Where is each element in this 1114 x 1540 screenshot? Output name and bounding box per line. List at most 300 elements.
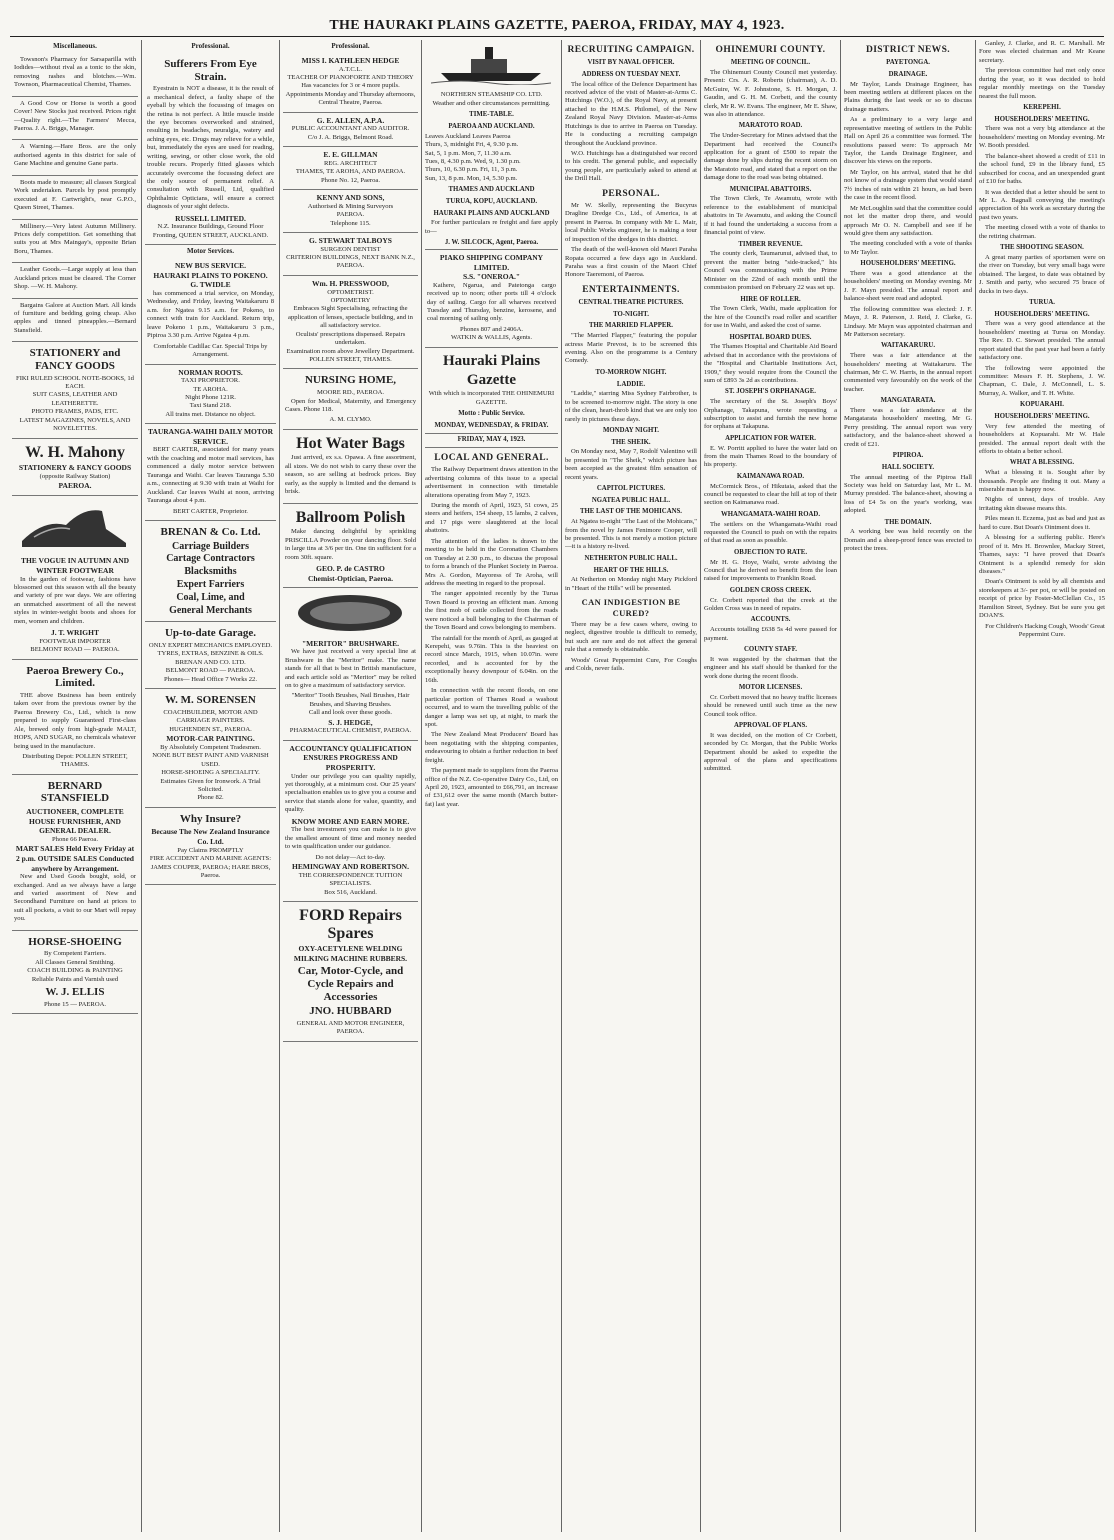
ad-name: GEO. P. de CASTRO (316, 563, 385, 573)
ad-big: Car, Motor-Cycle, and Cycle Repairs and Accessories (297, 965, 404, 1003)
ad-trade: AUCTIONEER, COMPLETE HOUSE FURNISHER, AND GENERAL DEALER. (26, 807, 124, 836)
sub-heading: HIRE OF ROLLER. (740, 295, 801, 303)
article-para: Mr McLoughlin said that the committee could not let the matter drop there, and would approach Mr O. N. Campbell and see if he would give them any satisfaction. (844, 204, 972, 237)
recruiting-heading: RECRUITING CAMPAIGN. (567, 45, 695, 55)
classified-ad (12, 97, 138, 141)
sub-heading: HOUSEHOLDERS' MEETING. (994, 413, 1090, 420)
ad-line: NONE BUT BEST PAINT AND VARNISH USED. (152, 752, 269, 768)
column-divider (141, 40, 142, 1532)
card-name: MISS I. KATHLEEN HEDGE (301, 55, 400, 65)
ad-body: Eyestrain is NOT a disease, it is the result of a mechanical defect, a faulty shape of the eyeball by which the focussing of images on the retina is not perfect. A little muscle inside the eye becomes overworked and strained, resulting in headaches, neuralgia, watery and aching eyes, etc. Drugs may relieve for a while, but, immediately the eyes are used for reading, writing, sewing, or other close work, the old trouble recurs. Properly fitted glasses which accurately overcome the focussing defect are the only source of permanent relief. A consultation with Russell, Ltd, qualified Ophthalmic Opticians, will ensure a correct diagnosis of your sight defects. (147, 85, 274, 211)
route-heading: TURUA, KOPU, AUCKLAND. (445, 198, 538, 205)
ohinemuri-heading: OHINEMURI COUNTY. (715, 45, 826, 55)
card-line: TEACHER OF PIANOFORTE AND THEORY (287, 73, 414, 81)
ad-text: Boots made to measure; all classes Surgical Work undertaken. Parcels by post promptly executed at F. Cartwright's, near G.P.O., Queen Street, Thames. (14, 178, 136, 212)
classified-ad (12, 53, 138, 97)
article-para: W.O. Hutchings has a distinguished war record to his credit. The general public, and especially young people, are particularly asked to attend at the Drill Hall. (565, 150, 697, 183)
sub-heading: DRAINAGE. (888, 70, 928, 78)
ad-name: J. T. WRIGHT (51, 628, 99, 638)
column-2 (145, 40, 276, 1532)
garage-ad (145, 622, 276, 689)
ad-title: ACCOUNTANCY QUALIFICATION ENSURES PROGRESS AND PROSPERITY. (289, 743, 412, 772)
sub-heading: WHAT A BLESSING. (1009, 459, 1075, 467)
ad-text: A Warning.—Hare Bros. are the only authorised agents in this district for sale of Gane Machine and genuine Gane parts. (14, 143, 136, 168)
article-para: In connection with the recent floods, on one particular portion of Thames Road a washout occurred, and to warn the travelling public of the danger a lamp was set up, at night, to mark the spot. (425, 687, 558, 728)
card-line: Phone No. 12, Paeroa. (321, 176, 380, 184)
card-line: Authorised & Mining Surveyors (307, 202, 394, 210)
ad-title: NURSING HOME, (304, 374, 397, 387)
ad-line: All Classes General Smithing. (35, 958, 115, 966)
ad-title: BRENAN & Co. Ltd. (160, 525, 261, 538)
shipping-note: For further particulars re freight and fare apply to— (425, 219, 558, 235)
ad-ship: S.S. "ONEROA." (462, 272, 521, 282)
article-para: The ranger appointed recently by the Turua Town Board is proving an efficient man. Among the first mob of cattle collected from the roads were noticed a bull belonging to the Chairman of the Town Board and cows belonging to members. (425, 590, 558, 632)
ad-line: Phone 82. (197, 794, 224, 802)
article-para: Cr. Corbett moved that no heavy traffic licenses should be renewed until such time as the new Council took office. (704, 693, 837, 718)
personal-heading: PERSONAL. (602, 188, 660, 199)
ad-line: Coal, Lime, and (176, 591, 245, 603)
ad-body: Kaihere, Ngarua, and Patetonga cargo received up to noon; other ports till 4 o'clock day of sailing. Cargo for all wharves received Tuesday and Thursday, benzine, kerosene, and coal morning of sailing only. (427, 281, 556, 323)
article-para: The New Zealand Meat Producers' Board has been negotiating with the shipping companies, endeavouring to obtain a further reduction in beef freight. (425, 731, 558, 764)
article-para: The Thames Hospital and Charitable Aid Board advised that in accordance with the provisions of the "Hospital and Charitable Institutions Act, 1909," they would require from the Council the sum of £893 3s 2d as contributions. (704, 343, 837, 384)
professional-card (283, 53, 418, 113)
ad-line: Taxi Stand 218. (189, 402, 232, 410)
newspaper-sub: With which is incorporated THE OHINEMURI GAZETTE. (428, 390, 555, 406)
sub-heading: APPROVAL OF PLANS. (733, 721, 808, 729)
card-name: G. E. ALLEN, A.P.A. (316, 115, 385, 125)
card-line: THAMES, TE AROHA, AND PAEROA. (295, 168, 406, 176)
column-3 (283, 40, 418, 1532)
article-para: The secretary of the St. Joseph's Boys' Orphanage, Takapuna, wrote requesting a subscription to assist and furnish the new home for orphans at Takapuna. (704, 398, 837, 431)
article-para: "The Married Flapper," featuring the popular actress Marie Prevost, is to be screened this evening. Also on the programme is a Century Comedy. (565, 332, 697, 365)
timetable (425, 133, 558, 184)
masthead: THE HAURAKI PLAINS GAZETTE, PAEROA, FRIDAY, MAY 4, 1923. (329, 18, 785, 33)
professional-card (283, 113, 418, 147)
ad-body: Open for Medical, Maternity, and Emergency Cases. Phone 118. (285, 397, 416, 413)
card-line: Has vacancies for 3 or 4 more pupils. Appointments Monday and Thursday afternoons, Central Theatre, Paeroa. (285, 82, 416, 107)
article-para: The following committee was elected: J. F. Mayn, J. R. Paterson, J. Reid, J. Clarke, G. Lindsay. Mr Mayn was appointed chairman and Mr Patterson secretary. (844, 305, 972, 339)
ad-line: BELMONT ROAD — PAEROA. (165, 667, 256, 675)
article-para: A blessing for a suffering public. Here's proof of it. Mrs H. Brownlee, Mackay Street, Thames, says: "I have proved that Doan's Ointment is a splendid remedy for skin diseases." (979, 534, 1105, 575)
recruiting-sub: VISIT BY NAVAL OFFICER. (587, 59, 675, 67)
ad-sub: STATIONERY & FANCY GOODS (18, 463, 132, 473)
ad-line: COACHBUILDER, MOTOR AND CARRIAGE PAINTERS. (163, 708, 258, 725)
card-name: Wm. H. PRESSWOOD, (312, 278, 389, 288)
professional-cards (283, 53, 418, 370)
card-line: REG. ARCHITECT (323, 159, 378, 167)
shipping-title: NORTHERN STEAMSHIP CO. LTD. (440, 91, 543, 99)
ad-name: W. J. ELLIS (45, 986, 105, 999)
column-divider (279, 40, 280, 1532)
sub-heading: GOLDEN CROSS CREEK. (729, 586, 812, 594)
ad-body: Make dancing delightful by sprinkling PRISCILLA Powder on your dancing floor. Sold in large tins at 3/6 per tin. One tin sufficient for a room 30ft. square. (285, 528, 416, 561)
ad-route: HAURAKI PLAINS TO POKENO. (153, 270, 268, 280)
newspaper-title: Hauraki Plains Gazette (442, 352, 541, 388)
local-general-heading: LOCAL AND GENERAL. (434, 453, 549, 464)
card-line: Oculists' prescriptions dispensed. Repairs undertaken. (295, 330, 406, 347)
column-4 (425, 40, 558, 1532)
article-para: The settlers on the Whangamata-Waihi road requested the Council to push on with the repairs of that road as soon as possible. (704, 520, 837, 545)
article-para: Ganley, J. Clarke, and R. C. Marshall. Mr Fore was elected chairman and Mr Keane secretary. (979, 40, 1105, 64)
card-line: PAEROA. (336, 211, 365, 219)
film-title: HEART OF THE HILLS. (593, 566, 669, 574)
sub-heading: TO-MORROW NIGHT. (595, 368, 667, 376)
ad-title: STATIONERY and FANCY GOODS (29, 347, 121, 372)
section-heading: Professional. (191, 42, 230, 50)
insurance-ad (145, 808, 276, 886)
ad-line: COACH BUILDING & PAINTING (27, 967, 123, 975)
ad-sub: KNOW MORE AND EARN MORE. (291, 816, 410, 826)
bus-ad (145, 258, 276, 364)
timetable-row: Tues, 8, 4.30 p.m. Wed, 9, 1.30 p.m. (425, 158, 521, 165)
article-para: On Monday next, May 7, Rodolf Valentino will be presented in "The Sheik," which picture has been accepted as the greatest film sensation of recent years. (565, 448, 697, 481)
ad-trade: FOOTWEAR IMPORTER (39, 637, 111, 645)
card-line: OPTOMETRIST. (327, 288, 374, 296)
article-para: Nights of unrest, days of trouble. Any irritating skin disease means this. (979, 496, 1105, 512)
ad-addr: N.Z. Insurance Buildings, Ground Floor Fronting, QUEEN STREET, AUCKLAND. (152, 223, 269, 239)
card-line: PUBLIC ACCOUNTANT AND AUDITOR. (291, 125, 410, 133)
article-para: The payment made to suppliers from the Paeroa office of the N.Z. Co-operative Dairy Co., Ltd, on April 20, 1923, amounted to £66,791, an increase of £31,612 over the same month (March butter-fat) last year. (425, 767, 558, 808)
route-heading: PAEROA AND AUCKLAND. (448, 123, 535, 130)
newspaper-motto: Motto : Public Service. (458, 410, 525, 418)
article-para: At Netherton on Monday night Mary Pickford in "Heart of the Hills" will be presented. (565, 576, 697, 592)
article-para: Doan's Ointment is sold by all chemists and storekeepers at 3/- per pot, or will be posted on receipt of price by Foster-McClellan Co., 15 Hamilton Street, Sydney. But be sure you get DOAN'S. (979, 578, 1105, 620)
film-title: THE MARRIED FLAPPER. (588, 322, 674, 330)
sub-heading: MANGATARATA. (880, 397, 936, 405)
ad-line: Call and look over these goods. (308, 709, 393, 717)
taxi-ad (145, 365, 276, 425)
ad-line: Cartage Contractors (166, 553, 255, 565)
article-para: Woods' Great Peppermint Cure, For Coughs and Colds, never fails. (565, 656, 697, 673)
sub-heading: TO-NIGHT. (613, 310, 649, 318)
ad-title: Paeroa Brewery Co., Limited. (26, 664, 124, 690)
article-para: The rainfall for the month of April, as gauged at Kerepehi, was 9.76in. This is the heaviest on record since March, 1915, when 10.07in. were recorded, and is accounted for by the exceptionally heavy downpour of 6.04in. on the 16th. (425, 634, 558, 684)
ad-tag: Do not delay—Act to-day. (315, 853, 386, 861)
sub-heading: OBJECTION TO RATE. (733, 548, 808, 556)
article-para: There was a very good attendance at the householders' meeting at Turua on Monday. The Rev. D. C. Stewart presided. The annual report stated that the past year had been a fairly satisfactory one. (979, 320, 1105, 362)
ad-firm: THE CORRESPONDENCE TUITION SPECIALISTS. (298, 871, 403, 888)
article-para: The death of the well-known old Maori Paraha Ropata occurred a few days ago in Auckland. Paraha was a first cousin of the Maori Chief Honore Taeremoni, of Paeroa. (565, 246, 697, 279)
timetable-row: Thurs, 10, 6.30 p.m. Fri, 11, 3 p.m. (425, 166, 518, 174)
ad-title: PIAKO SHIPPING COMPANY LIMITED. (439, 252, 544, 272)
mahony-ad (12, 439, 138, 496)
ad-title: FORD Repairs Spares (299, 906, 402, 942)
brenan-ad (145, 521, 276, 622)
ad-body: Just arrived, ex s.s. Opawa. A fine assortment, all sizes. We do not wish to carry these over the season, so are selling at bedrock prices. Buy early, as the supply is limited and the demand is brisk. (285, 454, 416, 496)
sub-heading: APPLICATION FOR WATER. (725, 434, 816, 442)
ad-title: Why Insure? (179, 812, 242, 825)
article-para: Accounts totalling £638 5s 4d were passed for payment. (704, 626, 837, 642)
ad-line: Pay Claims PROMPTLY (177, 846, 244, 854)
steamship-illustration (431, 43, 551, 85)
ad-phone: Phone 66 Paeroa. (52, 835, 98, 843)
shipping-sub: Weather and other circumstances permitting. (432, 99, 551, 107)
ad-name: W. M. SORENSEN (165, 694, 256, 707)
article-para: The balance-sheet showed a credit of £11 in the school fund, £9 in the library fund, £5 subscribed for cocoa, and an unexpended grant of £10 for baths. (979, 152, 1105, 186)
article-para: Cr. Corbett reported that the creek at the Golden Cross was in need of repairs. (704, 596, 837, 612)
footwear-ad (12, 496, 138, 660)
ad-name: G. TWIDLE (190, 280, 231, 290)
article-para: What a blessing it is. Sought after by thousands. People are finding it out. Many a miserable man is happy now. (979, 469, 1105, 493)
film-title: LADDIE. (616, 380, 646, 388)
sub-heading: COUNTY STAFF. (744, 645, 797, 653)
ad-line: HUGHENDEN ST., PAEROA. (169, 725, 252, 733)
article-para: There was a fair attendance at the householders' meeting at Waitakaruru. The chairman, Mr C. W. Harris, in the annual report commented very favourably on the work of the teacher. (844, 352, 972, 393)
article-para: During the month of April, 1923, 51 cows, 25 steers and heifers, 154 sheep, 15 lambs, 2 calves, and 17 pigs were slaughtered at the local abattoirs. (425, 502, 558, 535)
local-general-articles (425, 466, 558, 809)
sub-heading: PAYETONGA. (886, 59, 930, 67)
shoe-illustration (14, 499, 134, 553)
ellis-ad (12, 931, 138, 1014)
ad-title: HORSE-SHOEING (28, 935, 122, 948)
card-line: Examination room above Jewellery Department. (286, 347, 415, 355)
article-para: The Town Clerk, Waihi, made application for the hire of the Council's road roller and scarifier for use in Waihi, and asked the cost of same. (704, 305, 837, 330)
column-1 (12, 40, 138, 1532)
article-para: "Laddie," starring Miss Sydney Fairbrother, is to be screened to-morrow night. The story is one of the clean, heart-throb kind that we are only too rarely in pictures these days. (565, 390, 697, 423)
ad-extra: Comfortable Cadillac Car. Special Trips by Arrangement. (153, 342, 268, 359)
sub-heading: HOSPITAL BOARD DUES. (729, 333, 812, 341)
card-line: Telephone 115. (330, 219, 371, 227)
ad-sub: By Competent Farriers. (43, 950, 107, 958)
article-para: At Ngatea to-night "The Last of the Mohicans," from the novel by James Fenimore Cooper, will be presented. This is not merely a motion picture—it is a history re-lived. (565, 518, 697, 551)
classified-ad (12, 263, 138, 298)
ad-line: General Merchants (169, 604, 252, 616)
card-line: C/o J. A. Briggs, Belmont Road. (307, 133, 394, 141)
shipping-agent: J. W. SILCOCK, Agent, Paeroa. (444, 239, 539, 247)
ad-name: S. J. HEDGE, (328, 717, 373, 727)
ad-depot: Distributing Depot: POLLEN STREET, THAMES. (22, 752, 128, 769)
ad-line: "Meritor" Tooth Brushes, Nail Brushes, Hair Brushes, and Shaving Brushes. (291, 692, 410, 708)
article-para: Mr Taylor, on his arrival, stated that he did not know of a drainage system that would stand 7½ inches of rain within 21 hours, as had been the case in the recent flood. (844, 168, 972, 202)
article-para: A great many parties of sportsmen were on the river on Tuesday, but very small bags were obtained. The largest, to date was obtained by J. Smith and party, who secured 75 brace of ducks in two days. (979, 253, 1105, 295)
article-para: The annual meeting of the Pipiroa Hall Society was held on Saturday last, Mr L. M. Murray presided. The balance-sheet, showing a loss of £4 5s on the year's working, was adopted. (844, 473, 972, 515)
article-para: There was a good attendance at the householders' meeting on Monday evening. Mr J. F. Mayn presided. The annual report and balance-sheet were read and adopted. (844, 269, 972, 303)
sorensen-ad (145, 689, 276, 808)
ad-trade: PHARMACEUTICAL CHEMIST, PAEROA. (289, 727, 412, 735)
ad-body: has commenced a trial service, on Monday, Wednesday, and Friday, leaving Waitakaruru 8 a.m. for Ngatea 9.15 a.m. for Pokeno, to connect with train for Auckland. Return trip, leave Pokeno 1 p.m., Waitakaruru 3 p.m., Pipiroa 3.30 p.m. Arrive Ngatea 4 p.m. (147, 290, 274, 340)
article-para: Mr H. G. Hoye, Waihi, wrote advising the Council that he derived no benefit from the loan raised for improvements to Franklin Road. (704, 558, 837, 583)
ad-firm: HEMINGWAY AND ROBERTSON. (292, 862, 409, 872)
classified-ad (12, 140, 138, 175)
article-para: E. W. Porritt applied to have the water laid on from the main Thames Road to the boundary of his property. (704, 444, 837, 469)
film-title: THE LAST OF THE MOHICANS. (579, 508, 683, 516)
article-para: There was a fair attendance at the Mangatarata householders' meeting, Mr G. Perry presiding. The annual report was very satisfactory, and the balance-sheet showed a credit of £21. (844, 407, 972, 448)
ad-text: Leather Goods.—Large supply at less than Auckland prices must be cleared. The Corner Shop. —W. H. Mahony. (14, 266, 136, 291)
sub-heading: TIMBER REVENUE. (738, 240, 803, 248)
section-heading: Miscellaneous. (53, 42, 97, 50)
article-para: The previous committee had met only once during the year, so it was decided to hold regular monthly meetings on the Tuesday nearest the full moon. (979, 67, 1105, 100)
classified-ad (12, 299, 138, 343)
sub-heading: NETHERTON PUBLIC HALL. (584, 554, 678, 562)
ad-line: Phones— Head Office 7 Works 22. (164, 675, 257, 683)
ad-body: Under our privilege you can quality rapidly, yet thoroughly, at a minimum cost. Our 25 years' specialisation enables us to give you a course and service that stands alone for value, quantity, and quality. (285, 772, 416, 814)
council-items (704, 122, 837, 773)
ad-line: SUIT CASES, LEATHER AND LEATHERETTE. (32, 391, 118, 407)
ad-title: "MERITOR" BRUSHWARE. (302, 638, 399, 648)
article-para: It was decided, on the motion of Cr Corbett, seconded by Cr. Morgan, that the Public Works Department should be asked to expedite the approval of the plans and specifications submitted. (704, 731, 837, 773)
card-line: SURGEON DENTIST (320, 245, 381, 253)
eyestrain-ad (145, 53, 276, 245)
masthead-rule (10, 36, 1104, 37)
sub-heading: PIPIROA. (892, 452, 924, 460)
ad-agent: WATKIN & WALLIS, Agents. (450, 334, 532, 342)
card-line: POLLEN STREET, THAMES. (309, 356, 392, 364)
newspaper-days: MONDAY, WEDNESDAY, & FRIDAY. (434, 421, 549, 429)
ad-text: Bargains Galore at Auction Mart. All kinds of furniture and bedding going cheap. Also apples and tinned pineapples.—Bernard Stansfield. (14, 301, 136, 334)
professional-card (283, 147, 418, 190)
sub-heading: KAIMANAWA ROAD. (736, 472, 805, 480)
article-para: The county clerk, Taumarunui, advised that, to prevent the matter being "side-tracked," his Council was communicating with the Prime Minister on the 22nd of each month until the commission promised on February 22 was set up. (704, 250, 837, 292)
indigestion-heading: CAN INDIGESTION BE CURED? (581, 597, 681, 619)
ad-name: BERNARD STANSFIELD (40, 779, 110, 805)
recruiting-sub: ADDRESS ON TUESDAY NEXT. (581, 70, 681, 78)
ad-town: TE AROHA. (193, 385, 228, 393)
column-8 (979, 40, 1105, 1532)
sub-heading: MARATOTO ROAD. (738, 122, 803, 130)
tauranga-ad (145, 424, 276, 521)
article-para: Mr Taylor, Lands Drainage Engineer, has been meeting settlers at different places on the Plains during the last week or so to discuss drainage matters. (844, 80, 972, 113)
sub-heading: NGATEA PUBLIC HALL. (591, 496, 671, 504)
ad-line: Estimates Given for Ironwork. A Trial Solicited. (160, 777, 261, 793)
article-para: It was suggested by the chairman that the engineer and his staff should be thanked for the work done during the recent floods. (704, 655, 837, 680)
ad-name: W. H. Mahony (25, 443, 125, 461)
ad-sales: MART SALES Held Every Friday at 2 p.m. OUTSIDE SALES Conducted anywhere by Arrangement. (15, 844, 135, 873)
ad-name: JNO. HUBBARD (309, 1005, 392, 1018)
sub-heading: KEREPEHI. (1023, 104, 1061, 112)
ad-line: LATEST MAGAZINES, NOVELS, AND NOVELETTES. (19, 416, 131, 433)
professional-card (283, 276, 418, 370)
piako-ad (425, 249, 558, 348)
article-para: The meeting concluded with a vote of thanks to Mr Taylor. (844, 240, 972, 256)
ad-line: TYRES, EXTRAS, BENZINE & OILS. (157, 650, 264, 658)
ad-title: Up-to-date Garage. (164, 627, 257, 640)
column-5 (565, 40, 697, 1532)
sub-heading: HALL SOCIETY. (881, 463, 935, 471)
ad-title: Hot Water Bags (296, 434, 405, 452)
stansfield-ad (12, 775, 138, 931)
ad-sub: By Absolutely Competent Tradesmen. (160, 743, 261, 751)
newspaper-date: FRIDAY, MAY 4, 1923. (425, 433, 558, 448)
sub-heading: HOUSEHOLDERS' MEETING. (994, 115, 1090, 123)
ad-title: Sufferers From Eye Strain. (164, 57, 257, 83)
timetable-heading: TIME-TABLE. (469, 111, 514, 119)
classified-ad (12, 220, 138, 264)
card-line: OPTOMETRY (330, 296, 371, 304)
professional-card (283, 233, 418, 276)
film-title: THE SHEIK. (611, 438, 651, 446)
route-heading: HAURAKI PLAINS AND AUCKLAND (433, 209, 550, 217)
ad-line: Night Phone 121R. (185, 393, 236, 401)
ad-title: Ballroom Polish (295, 508, 406, 526)
sub-heading: ST. JOSEPH'S ORPHANAGE. (725, 388, 816, 396)
ad-firm: RUSSELL LIMITED. (175, 213, 246, 223)
article-para: There may be a few cases where, owing to neglect, digestive trouble is difficult to remedy, but such are rare and do not affect the general rule that a remedy is obtainable. (565, 620, 697, 654)
ad-line: FIKI RULED SCHOOL NOTE-BOOKS, 1d EACH. (16, 374, 134, 391)
ad-body: New and Used Goods bought, sold, or exchanged. And as we always have a large and varied assortment of New and Secondhand Furniture on hand at prices to suit all pockets, a visit to our Mart will repay you. (14, 873, 136, 923)
column-divider (421, 40, 422, 1532)
sub-heading: HOUSEHOLDERS' MEETING. (994, 310, 1090, 318)
article-para: The meeting closed with a vote of thanks to the retiring chairman. (979, 224, 1105, 240)
ad-name: NORMAN ROOTS. (178, 367, 243, 377)
ballroom-polish-ad (283, 504, 418, 589)
ad-line: Expert Farriers (176, 579, 245, 590)
column-7 (844, 40, 972, 1532)
timetable-row: Thurs, 3, midnight Fri, 4, 9.30 p.m. (425, 141, 519, 149)
sub-heading: MUNICIPAL ABATTOIRS. (729, 185, 812, 193)
column-6 (704, 40, 837, 1532)
card-name: G. STEWART TALBOYS (309, 236, 392, 246)
ad-text: A Good Cow or Horse is worth a good Cover! New Stocks just received. Prices right—Quality right.—The Farmers' Mecca, Paeroa. J. A. Briggs, Manager. (14, 99, 136, 133)
article-para: It was decided that a letter should be sent to Mr L. A. Bagnall conveying the meeting's appreciation of his work as secretary during the past two years. (979, 188, 1105, 221)
article-para: The Ohinemuri County Council met yesterday. Present: Crs. A. R. Roberts (chairman), A. D. McGuire, W. F. Johnstone, S. H. Morgan, J. Gaudin, and G. H. M. Corbett, and the county clerk, Mr R. W. Evans. The engineer, Mr E. Shaw, was also in attendance. (704, 68, 837, 119)
sub-heading: KOPUARAHI. (1020, 401, 1064, 409)
sub-heading: THE DOMAIN. (884, 518, 932, 526)
ad-body: In the garden of footwear, fashions have blossomed out this season with all the beauty and variety of pre war days. We are offering an unmatched assortment of all the newest styles in winter-weight boots and shoes for men, women and children. (14, 575, 136, 625)
article-para: A working bee was held recently on the Domain and a sheep-proof fence was erected to protect the trees. (844, 528, 972, 553)
ad-trade: GENERAL AND MOTOR ENGINEER, PAEROA. (296, 1019, 405, 1036)
article-para: For Children's Hacking Cough, Woods' Great Peppermint Cure. (985, 622, 1105, 638)
ad-addr: BELMONT ROAD — PAEROA. (30, 646, 120, 654)
professional-card (283, 190, 418, 233)
ad-addr: MOORE RD., PAEROA. (317, 389, 384, 397)
brush-illustration (285, 591, 415, 635)
card-line: CRITERION BUILDINGS, NEXT BANK N.Z., PAEROA. (286, 254, 415, 270)
nursing-ad (283, 369, 418, 429)
hot-water-bags-ad (283, 430, 418, 504)
article-para: The attention of the ladies is drawn to the meeting to be held in the Coronation Chambers on Tuesday at 2.30 p.m., to discuss the proposal to form a branch of the Plunket Society in Paeroa. Mrs A. Gordon, Mayoress of Te Aroha, will address the meeting in regard to the proposal. (425, 537, 558, 587)
ad-phone: Phones 807 and 2406A. (459, 325, 523, 333)
article-para: McCormick Bros., of Hikutaia, asked that the council be requested to clear the hill at top of their section on Kaimanawa road. (704, 482, 837, 507)
ad-line: Reliable Paints and Varnish used (31, 975, 119, 983)
sub-heading: WHANGAMATA-WAIHI ROAD. (720, 510, 821, 518)
sub-heading: CENTRAL THEATRE PICTURES. (578, 299, 684, 307)
ad-trade: TAXI PROPRIETOR. (181, 377, 240, 385)
ad-title: TAURANGA-WAIHI DAILY MOTOR SERVICE. (147, 427, 273, 446)
column-divider (975, 40, 976, 1532)
sub-heading: WAITAKARURU. (880, 342, 936, 350)
sub-heading: TURUA. (1029, 299, 1055, 306)
article-para: The following were appointed the committee: Messrs F. H. Stephens, J. W. Chapman, C. Dale, J. McConnell, L. S. Murray, A. Walker, and T. H. White. (979, 364, 1105, 397)
ad-addr: (opposite Railway Station) (39, 472, 111, 480)
card-name: KENNY AND SONS, (316, 193, 385, 203)
card-line: Embraces Sight Specialising, refracting the application of lenses, spectacle building, and in all satisfactory service. (288, 305, 413, 330)
timetable-row: Leaves Auckland Leaves Paeroa (425, 132, 511, 140)
article-para: The local office of the Defence Department has received advice of the visit of Master-at-Arms C. Hutchings (W.O.), of the Royal Navy, at present attached to the H.M.S. Philomel, of the New Zealand Royal Navy Division. Master-at-Arms Hutchings is due to arrive in Paeroa on Tuesday. He is conducting a recruiting campaign throughout the Auckland province. (565, 80, 697, 147)
ad-body: BERT CARTER, associated for many years with the coaching and motor mail services, has commenced a daily motor service between Tauranga and Waihi. Car leaves Tauranga 5.30 a.m., connecting at 9.30 with train at Waihi for Auckland. Car leaves Waihi at noon, arriving Tauranga about 4 p.m. (147, 446, 274, 505)
article-para: The Railway Department draws attention in the advertising columns of this issue to a special advertisement in connection with timetable alterations operating from May 7, 1923. (425, 466, 558, 499)
ad-line: MILKING MACHINE RUBBERS. (293, 953, 408, 963)
ad-body: We have just received a very special line at Brushware in the "Meritor" make. The name stands for all that is best in British manufacture, and each article sold as "Meritor" may be relied on to give a maximum of satisfactory service. (285, 648, 416, 689)
accountancy-ad (283, 741, 418, 902)
ad-body: THE above Business has been entirely taken over from the previous owner by the Paeroa Brewery Co., Ltd., which is now prepared to supply Guaranteed First-class Ale, brewed only from high-grade MALT, HOPS, AND SUGAR, no chemicals whatever being used in the manufacture. (14, 691, 136, 750)
timetable-row: Sun, 13, 8 p.m. Mon, 14, 5.30 p.m. (425, 174, 518, 182)
ad-line: All trains met. Distance no object. (165, 410, 256, 418)
ad-line: OXY-ACETYLENE WELDING (298, 944, 403, 954)
ad-line: Carriage Builders (172, 540, 249, 552)
ad-line: Blacksmiths (184, 566, 237, 578)
article-para: There was not a very big attendance at the householders' meeting on Monday evening. Mr W. Booth presided. (979, 125, 1105, 150)
sub-heading: MONDAY NIGHT. (602, 426, 659, 434)
column-divider (840, 40, 841, 1532)
ad-phone: Phone 15 — PAEROA. (43, 1000, 107, 1008)
ford-ad (283, 902, 418, 1042)
entertainments-heading: ENTERTAINMENTS. (582, 284, 680, 295)
ad-line: ONLY EXPERT MECHANICS EMPLOYED. (148, 642, 273, 650)
ad-sub: Because The New Zealand Insurance Co. Ltd. (151, 827, 270, 847)
ad-line: HORSE-SHOEING A SPECIALITY. (161, 769, 260, 777)
section-heading: Motor Services. (187, 247, 234, 256)
sub-heading: CAPITOL PICTURES. (596, 485, 666, 493)
